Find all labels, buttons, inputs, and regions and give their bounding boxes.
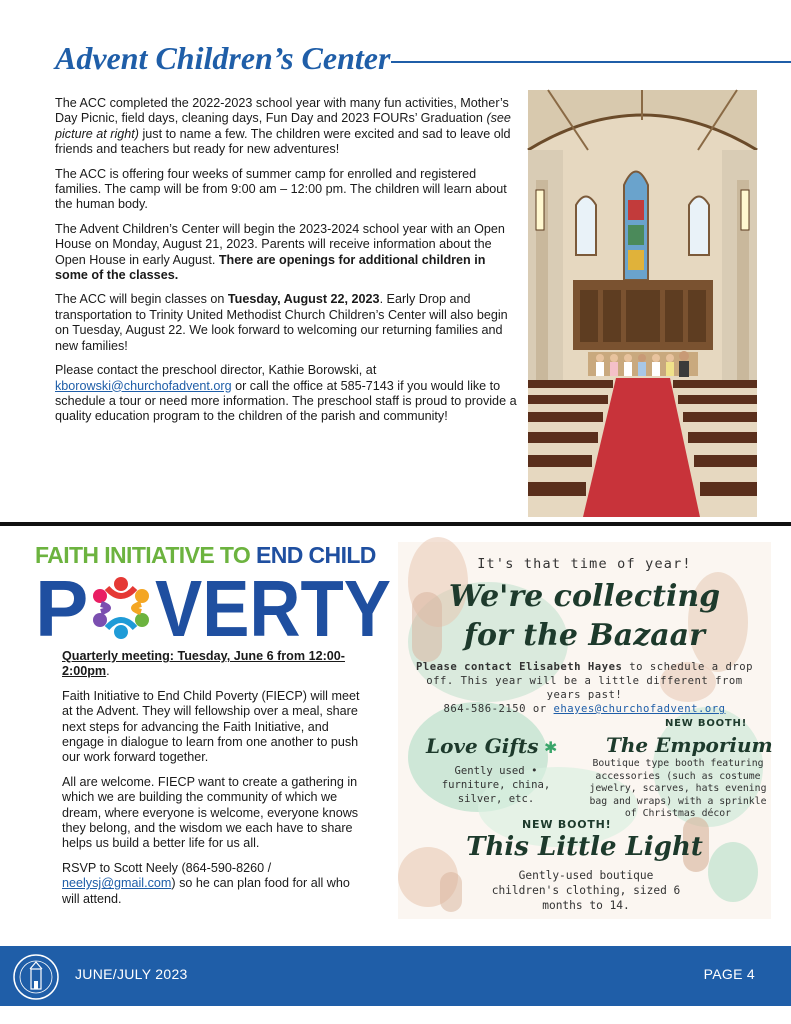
bazaar-kicker: It's that time of year! [477,556,692,572]
fiecp-paragraph-1: Faith Initiative to End Child Poverty (FIECP) will meet at the Advent. They will fellowship over a meal, share next steps for advancing the Faith Initiative, and engage in dialogue to learn from one another to push our work forward together. [62,688,360,765]
little-light-title: This Little Light [466,832,703,862]
fiecp-meeting: Quarterly meeting: Tuesday, June 6 from 12:00-2:00pm. [62,649,345,679]
acc-paragraph-3 [55,222,518,284]
sparkle-icon: ✱ [544,740,558,757]
emporium-desc: Boutique type booth featuring accessories (such as costume jewelry, scarves, hats evening bag and wraps) with a sprinkle of Christmas décor [589,758,767,819]
fiecp-logo-green-text: FAITH INITIATIVE TO [35,542,256,568]
acc-p3-text: The Advent Children’s Center will begin the 2023-2024 school year with an Open House on Monday, August 21, 2023. Parents will receive information about the Open House in early August. [55,221,505,267]
bazaar-flyer [398,542,771,919]
acc-paragraph-4 [55,292,518,354]
fiecp-poverty-rest: VERTY [155,564,391,653]
bazaar-contact-bold: Please contact Elisabeth Hayes [415,661,623,673]
fiecp-meeting-label: Quarterly meeting: Tuesday, June 6 from 12:00-2:00pm [62,649,345,679]
love-gifts-title: Love Gifts [426,734,539,758]
little-light-desc: Gently-used boutique children's clothing, sized 6 months to 14. [491,869,681,912]
love-gifts-desc: Gently used • furniture, china, silver, etc. [441,765,551,805]
acc-p4-start: The ACC will begin classes on [55,292,228,307]
acc-article [55,96,518,434]
bazaar-contact-email[interactable]: ehayes@churchofadvent.org [553,703,726,715]
fiecp-paragraph-2: All are welcome. FIECP want to create a gathering in which we are building the community of which we dream, where everyone is welcome, everyone knows they belong, and the wisdom we each have to share helps us build a better life for us all. [62,774,359,851]
emporium-badge: NEW BOOTH! [665,718,748,729]
church-seal-logo [12,953,60,1001]
acc-p5-start: Please contact the preschool director, Kathie Borowski, at [55,363,377,378]
acc-title-rule [391,61,791,63]
bazaar-headline-1: We're collecting [448,579,721,614]
acc-header [55,40,791,80]
acc-email-link[interactable]: kborowski@churchofadvent.org [55,378,232,393]
people-circle-icon [91,577,151,639]
church-interior-photo [528,90,757,517]
fiecp-p3-end: ) so he can plan food for all who will attend. [62,876,350,906]
acc-p1-text: The ACC completed the 2022-2023 school year with many fun activities, Mother’s Day Picnic, field days, cleaning days, Fun Day and 2023 FOURs’ Graduation [55,96,509,126]
little-light-badge: NEW BOOTH! [522,818,612,831]
acc-paragraph-1 [55,96,518,158]
bazaar-contact-phone: 864-586-2150 or [443,703,554,715]
acc-paragraph-2: The ACC is offering four weeks of summer camp for enrolled and registered families. The camp will be from 9:00 am – 12:00 pm. The children will learn about the human body. [55,166,507,212]
fiecp-logo-blue-text: END CHILD [256,542,376,568]
acc-title: Advent Children’s Center [55,40,391,76]
acc-p4-end: . Early Drop and transportation to Trinity United Methodist Church Children’s Center will also begin on Tuesday, August 22. We look forward to welcoming our returning families and new families! [55,292,508,353]
emporium-title: The Emporium [606,733,773,757]
fiecp-paragraph-3 [62,861,362,907]
section-divider [0,522,791,526]
fiecp-email-link[interactable]: neelysj@gmail.com [62,876,172,891]
acc-p3-bold: There are openings for additional children in some of the classes. [55,252,486,283]
acc-p1-end: just to name a few. The children were excited and sad to leave old friends and teachers but ready for new adventures! [55,126,511,157]
bazaar-headline-2: for the Bazaar [464,618,705,653]
acc-paragraph-5 [55,363,518,425]
acc-p5-end: or call the office at 585-7143 if you would like to schedule a tour or need more information. The preschool staff is proud to provide a quality education program to the children of the parish and community! [55,378,517,424]
bazaar-contact-rest: to schedule a drop off. This year will be a little different from years past! [426,661,754,701]
acc-p4-bold: Tuesday, August 22, 2023 [227,292,380,307]
bazaar-contact [408,660,761,716]
fiecp-logo [35,542,395,653]
fiecp-p3-start: RSVP to Scott Neely (864-590-8260 / [62,860,272,875]
footer-page-number: PAGE 4 [703,966,755,982]
fiecp-poverty-p: P [35,564,89,653]
page-footer [0,946,791,1006]
acc-p1-italic: (see picture at right) [55,111,511,141]
fiecp-article [62,649,362,916]
fiecp-poverty-wordmark [35,564,395,653]
footer-issue-date: JUNE/JULY 2023 [75,966,188,982]
